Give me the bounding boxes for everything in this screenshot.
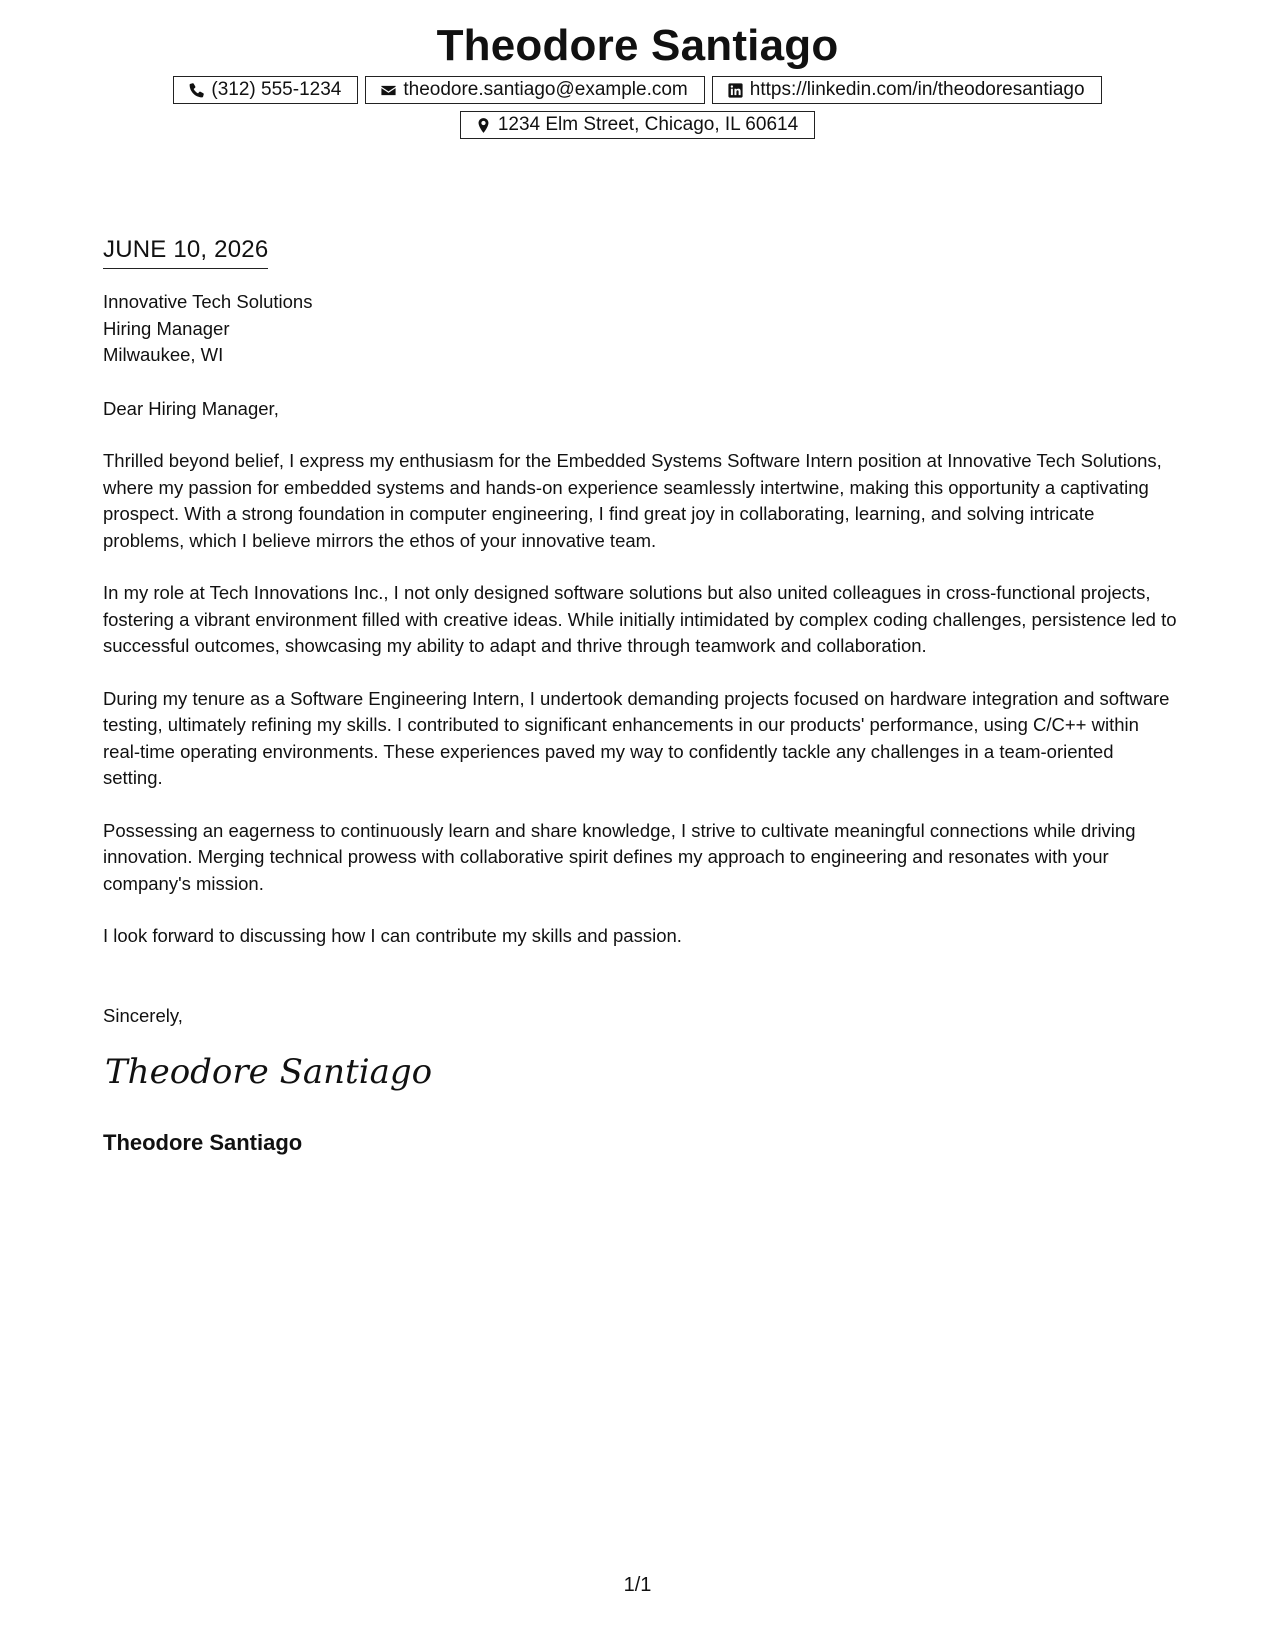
page-number: 1/1	[623, 1574, 652, 1596]
recipient-company: Innovative Tech Solutions	[103, 291, 313, 312]
address-text: 1234 Elm Street, Chicago, IL 60614	[497, 114, 799, 135]
paragraph-5: I look forward to discussing how I can contribute my skills and passion.	[103, 925, 682, 946]
recipient-title: Hiring Manager	[103, 317, 230, 339]
map-pin-icon	[475, 117, 492, 134]
email-chip	[365, 76, 704, 104]
recipient-block	[103, 289, 1178, 369]
linkedin-icon	[727, 82, 744, 99]
closing: Sincerely,	[103, 1004, 183, 1026]
recipient-location: Milwaukee, WI	[103, 344, 224, 365]
signed-name: Theodore Santiago	[103, 1129, 303, 1155]
paragraph-3: During my tenure as a Software Engineering Intern, I undertook demanding projects focused on hardware integration and software testing, ultimately refining my skills. I contributed to significant enhancements in our products' performance, using C/C++ within real-time operating environments. These experiences paved my way to confidently tackle any challenges in a team-oriented setting.	[103, 687, 1170, 788]
handwritten-signature	[103, 1047, 433, 1103]
contact-row	[0, 76, 1275, 104]
paragraph-2: In my role at Tech Innovations Inc., I not only designed software solutions but also united colleagues in cross-functional projects, fostering a vibrant environment filled with creative ideas. While initially intimidated by complex coding challenges, persistence led to successful outcomes, showcasing my ability to adapt and thrive through teamwork and collaboration.	[103, 582, 1177, 656]
phone-text: (312) 555-1234	[211, 79, 342, 100]
paragraph-4: Possessing an eagerness to continuously learn and share knowledge, I strive to cultivate meaningful connections while driving innovation. Merging technical prowess with collaborative spirit defines my approach to engineering and resonates with your company's mission.	[103, 819, 1136, 894]
linkedin-chip	[712, 76, 1102, 104]
email-text: theodore.santiago@example.com	[403, 79, 688, 100]
applicant-name: Theodore Santiago	[436, 21, 839, 70]
address-chip	[460, 111, 815, 139]
address-row	[0, 111, 1275, 139]
letter-date: JUNE 10, 2026	[103, 234, 268, 269]
greeting: Dear Hiring Manager,	[103, 397, 279, 419]
letter-header	[0, 18, 1275, 139]
paragraph-1: Thrilled beyond belief, I express my enthusiasm for the Embedded Systems Software Intern position at Innovative Tech Solutions, where my passion for embedded systems and hands-on experience seamlessly intertwine, making this opportunity a captivating prospect. With a strong foundation in computer engineering, I find great joy in collaborating, learning, and solving intricate problems, which I believe mirrors the ethos of your innovative team.	[103, 450, 1162, 551]
svg-text:Theodore Santiago: Theodore Santiago	[105, 1052, 433, 1092]
phone-chip	[173, 76, 358, 104]
linkedin-text: https://linkedin.com/in/theodoresantiago	[749, 79, 1085, 100]
envelope-icon	[380, 82, 397, 99]
letter-body	[103, 234, 1178, 1157]
phone-icon	[188, 82, 205, 99]
